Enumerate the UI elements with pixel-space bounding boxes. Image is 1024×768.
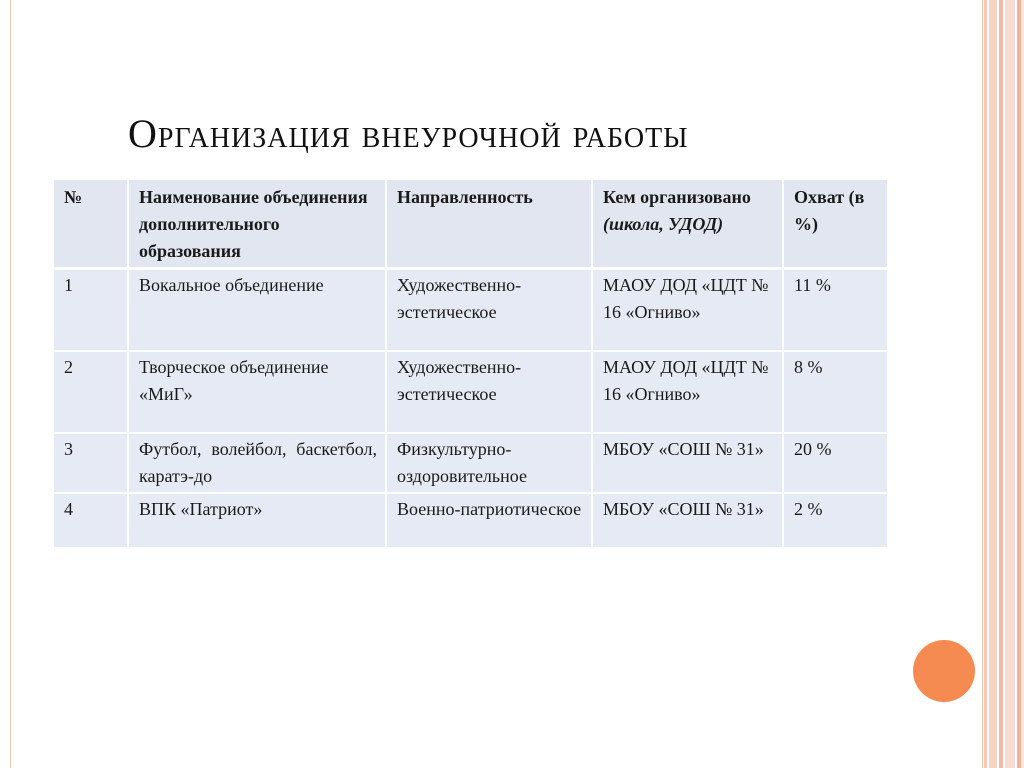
decor-stripe [984, 0, 987, 768]
cell-coverage: 2 % [783, 493, 888, 548]
header-num: № [53, 179, 128, 269]
table-header-row [53, 179, 888, 269]
cell-coverage: 20 % [783, 433, 888, 493]
cell-direction: Военно-патриотическое [386, 493, 592, 548]
decor-stripe [1005, 0, 1015, 768]
orange-circle-decoration [913, 640, 975, 702]
table-row [53, 493, 888, 548]
cell-direction: Художественно-эстетическое [386, 269, 592, 351]
cell-name: Творческое объединение «МиГ» [128, 351, 386, 433]
header-name: Наименование объединения дополнительного образования [128, 179, 386, 269]
header-direction: Направленность [386, 179, 592, 269]
header-organizer-main: Кем организовано [603, 187, 751, 207]
cell-num: 4 [53, 493, 128, 548]
cell-coverage: 8 % [783, 351, 888, 433]
table-row [53, 269, 888, 351]
cell-organizer: МБОУ «СОШ № 31» [592, 493, 783, 548]
cell-num: 3 [53, 433, 128, 493]
cell-num: 2 [53, 351, 128, 433]
header-organizer [592, 179, 783, 269]
cell-name: ВПК «Патриот» [128, 493, 386, 548]
decor-stripe [989, 0, 997, 768]
header-organizer-note: (школа, УДОД) [603, 214, 724, 234]
cell-direction: Художественно-эстетическое [386, 351, 592, 433]
activities-table [52, 178, 889, 549]
cell-name: Футбол, волейбол, баскетбол, каратэ-до [128, 433, 386, 493]
cell-num: 1 [53, 269, 128, 351]
cell-coverage: 11 % [783, 269, 888, 351]
cell-organizer: МАОУ ДОД «ЦДТ № 16 «Огниво» [592, 351, 783, 433]
table-row [53, 351, 888, 433]
decor-stripe [999, 0, 1003, 768]
header-coverage: Охват (в %) [783, 179, 888, 269]
cell-name: Вокальное объединение [128, 269, 386, 351]
cell-organizer: МБОУ «СОШ № 31» [592, 433, 783, 493]
table-row [53, 433, 888, 493]
cell-organizer: МАОУ ДОД «ЦДТ № 16 «Огниво» [592, 269, 783, 351]
cell-direction: Физкультурно-оздоровительное [386, 433, 592, 493]
page-title: Организация внеурочной работы [128, 111, 689, 156]
